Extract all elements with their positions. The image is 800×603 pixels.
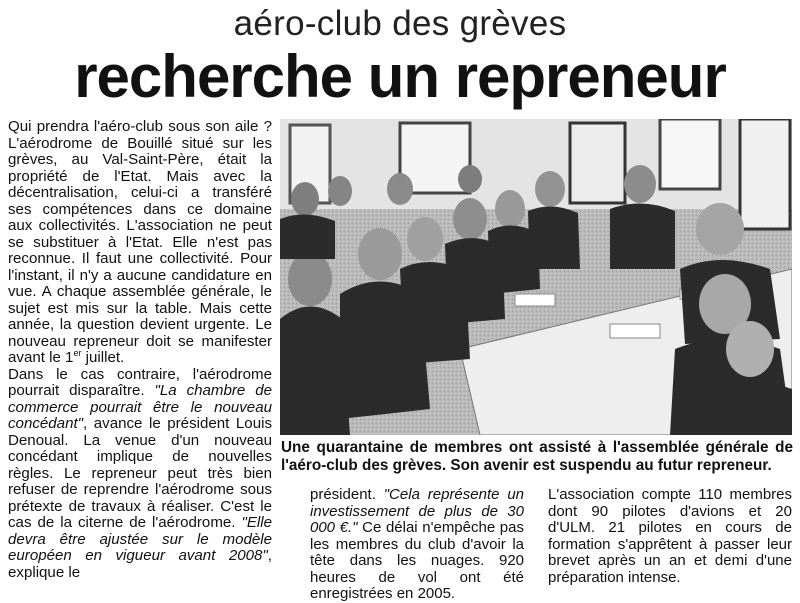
quote-tank: "Elle devra être ajustée sur le modèle européen en vigueur avant 2008" xyxy=(8,514,272,564)
article-column-2 xyxy=(310,487,524,603)
paragraph-2 xyxy=(8,367,272,582)
paragraph-2-end: , explique le xyxy=(8,547,272,581)
paragraph-2-middle: , avance le président Louis Denoual. La venue d'un nouveau concédant implique de nouvelles règles. Le repreneur peut très bien refuser de reprendre l'aérodrome sous prétexte de travaux à réaliser. C'est le cas de la citerne de l'aérodrome. xyxy=(8,415,272,531)
paragraph-2-start: Dans le cas contraire, l'aérodrome pourrait disparaître. xyxy=(8,365,272,399)
column-2-end: Ce délai n'empêche pas les membres du club d'avoir la tête dans les nuages. 920 heures de vol ont été enregistrées en 2005. xyxy=(310,519,524,602)
paragraph-1 xyxy=(8,119,272,367)
article-column-3 xyxy=(548,487,792,586)
article-column-1 xyxy=(8,119,272,581)
ordinal-superscript: er xyxy=(73,347,82,358)
column-3-paragraph: L'association compte 110 membres dont 90 pilotes d'avions et 20 d'ULM. 21 pilotes en cours de formation s'apprêtent à passer leur brevet après un an et demi d'une préparation intense. xyxy=(548,486,792,586)
paragraph-1-text: Qui prendra l'aéro-club sous son aile ? L'aérodrome de Bouillé situé sur les grèves, au Val-Saint-Père, était la propriété de l'Etat. Mais avec la décentralisation, celui-ci a transféré ses compétences dans ce domaine aux collectivités. L'association ne peut se substituer à l'Etat. Elle n'est pas reconnue. Il faut une collectivité. Pour l'instant, il n'y a aucune candidature en vue. A chaque assemblée générale, le sujet est mis sur la table. Mais cette année, la question devient urgente. Le nouveau repreneur doit se manifester avant le 1 xyxy=(8,118,272,366)
column-2-paragraph xyxy=(310,487,524,603)
meeting-photo-illustration xyxy=(280,119,792,435)
meeting-photo xyxy=(280,119,792,435)
quote-investment: "Cela représente un investissement de plus de 30 000 €." xyxy=(310,486,525,536)
column-2-start: président. xyxy=(310,486,384,503)
article-kicker: aéro-club des grèves xyxy=(233,4,567,43)
article-headline: recherche un repreneur xyxy=(74,43,726,110)
paragraph-1-end: juillet. xyxy=(81,349,125,366)
quote-chamber-of-commerce: "La chambre de commerce pourrait être le nouveau concédant" xyxy=(8,382,272,432)
photo-caption: Une quarantaine de membres ont assisté à l'assemblée générale de l'aéro-club des grèves. Son avenir est suspendu au futur repreneur. xyxy=(281,439,793,474)
